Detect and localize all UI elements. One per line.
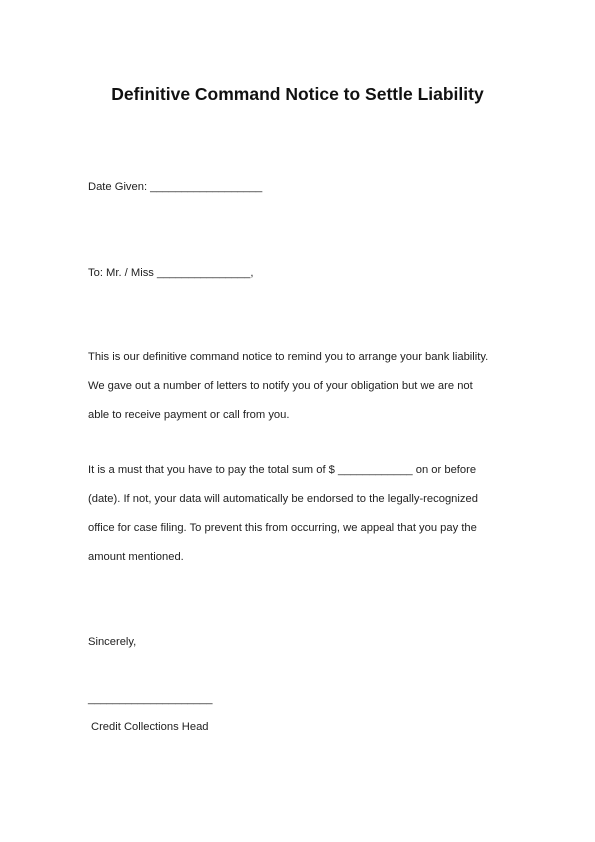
paragraph2-line: amount mentioned. <box>88 551 184 563</box>
signature-line: ____________________ <box>88 693 213 705</box>
paragraph1-line: able to receive payment or call from you. <box>88 409 290 421</box>
signer-title: Credit Collections Head <box>91 721 209 733</box>
document-title: Definitive Command Notice to Settle Liability <box>111 84 484 104</box>
paragraph1-line: We gave out a number of letters to notify you of your obligation but we are not <box>88 380 473 392</box>
date-given-line: Date Given: __________________ <box>88 181 263 193</box>
closing-salutation: Sincerely, <box>88 636 137 648</box>
paragraph2-line: office for case filing. To prevent this from occurring, we appeal that you pay the <box>88 522 477 534</box>
paragraph1-line: This is our definitive command notice to remind you to arrange your bank liability. <box>88 351 489 363</box>
paragraph2-line: It is a must that you have to pay the total sum of $ ____________ on or before <box>88 464 477 476</box>
recipient-line: To: Mr. / Miss _______________, <box>88 267 254 279</box>
paragraph2-line: (date). If not, your data will automatically be endorsed to the legally-recognized <box>88 493 478 505</box>
